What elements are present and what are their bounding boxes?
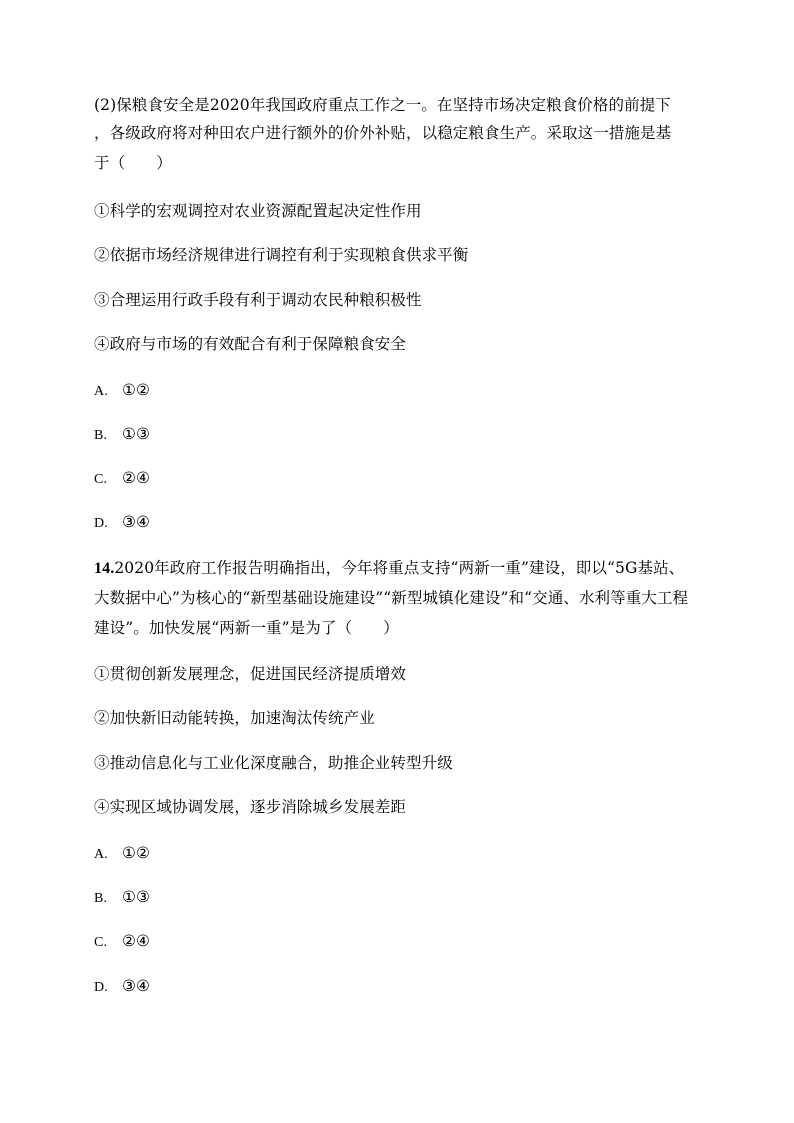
- q14-statement-1: ①贯彻创新发展理念，促进国民经济提质增效: [94, 665, 407, 683]
- choice-value: ①③: [122, 425, 150, 443]
- q13-stem-line-3: 于（ ）: [94, 154, 173, 172]
- q13-choice-d[interactable]: [94, 511, 706, 535]
- choice-letter: B.: [94, 428, 108, 443]
- choice-letter: D.: [94, 516, 108, 531]
- choice-letter: A.: [94, 384, 108, 399]
- q14-stem-line-3: 建设”。加快发展“两新一重”是为了（ ）: [94, 619, 399, 637]
- q13-stem-line-1: (2)保粮食安全是2020年我国政府重点工作之一。在坚持市场决定粮食价格的前提下: [94, 96, 671, 114]
- choice-letter: C.: [94, 935, 108, 950]
- choice-value: ②④: [122, 932, 150, 950]
- choice-value: ②④: [122, 469, 150, 487]
- choice-value: ①③: [122, 888, 150, 906]
- q14-choice-c[interactable]: [94, 930, 706, 954]
- q14-choice-a[interactable]: [94, 842, 706, 866]
- q13-choice-a[interactable]: [94, 379, 706, 403]
- choice-value: ③④: [122, 977, 150, 995]
- choice-letter: D.: [94, 980, 108, 995]
- q14-statement-2: ②加快新旧动能转换，加速淘汰传统产业: [94, 709, 375, 727]
- q14-statement-4: ④实现区域协调发展，逐步消除城乡发展差距: [94, 798, 407, 816]
- choice-letter: B.: [94, 891, 108, 906]
- q14-stem-line-1: 14.2020年政府工作报告明确指出，今年将重点支持“两新一重”建设，即以“5G基站、: [94, 559, 685, 577]
- q13-choice-c[interactable]: [94, 467, 706, 491]
- choice-value: ①②: [122, 844, 150, 862]
- choice-value: ①②: [122, 381, 150, 399]
- q13-statement-1: ①科学的宏观调控对农业资源配置起决定性作用: [94, 202, 422, 220]
- q14-stem-line-2: 大数据中心”为核心的“新型基础设施建设”“新型城镇化建设”和“交通、水利等重大工程: [94, 589, 689, 607]
- question-number: 14.: [94, 560, 115, 577]
- q13-statement-4: ④政府与市场的有效配合有利于保障粮食安全: [94, 335, 407, 353]
- choice-letter: A.: [94, 847, 108, 862]
- q13-statement-2: ②依据市场经济规律进行调控有利于实现粮食供求平衡: [94, 246, 469, 264]
- choice-letter: C.: [94, 472, 108, 487]
- choice-value: ③④: [122, 513, 150, 531]
- q14-statement-3: ③推动信息化与工业化深度融合，助推企业转型升级: [94, 754, 453, 772]
- q13-statement-3: ③合理运用行政手段有利于调动农民种粮积极性: [94, 291, 422, 309]
- q14-choice-b[interactable]: [94, 886, 706, 910]
- q13-choice-b[interactable]: [94, 423, 706, 447]
- q13-stem-line-2: ，各级政府将对种田农户进行额外的价外补贴，以稳定粮食生产。采取这一措施是基: [94, 124, 672, 142]
- q14-choice-d[interactable]: [94, 975, 706, 999]
